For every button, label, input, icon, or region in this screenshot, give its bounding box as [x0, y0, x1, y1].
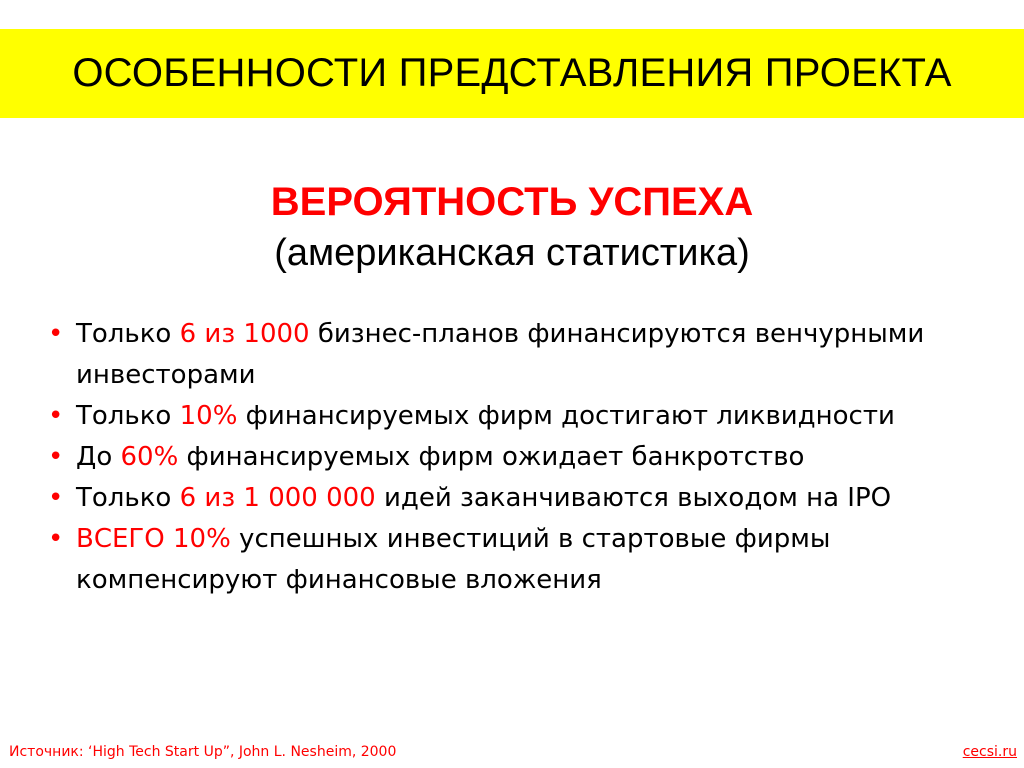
bullet-highlight: 6 из 1000: [179, 319, 310, 349]
bullet-text: [76, 437, 1018, 478]
section-heading: ВЕРОЯТНОСТЬ УСПЕХА: [270, 180, 754, 224]
source-citation: Источник: ‘High Tech Start Up”, John L. Nesheim, 2000: [9, 744, 397, 760]
bullet-item: [48, 437, 1018, 478]
bullet-marker-icon: •: [48, 524, 64, 554]
website-link[interactable]: cecsi.ru: [962, 744, 1017, 760]
bullet-text-before: До: [76, 442, 121, 472]
bullet-text: [76, 314, 1018, 396]
bullet-text-before: Только: [76, 319, 180, 349]
bullet-text-after: финансируемых фирм ожидает банкротство: [178, 442, 805, 472]
bullet-text-after: идей заканчиваются выходом на IPO: [375, 483, 892, 513]
bullet-text-after: финансируемых фирм достигают ликвидности: [237, 401, 895, 431]
bullet-highlight: 60%: [120, 442, 179, 472]
title-bar: [0, 29, 1024, 118]
bullet-item: [48, 478, 1018, 519]
bullet-text-after: бизнес-планов финансируются венчурными инвесторами: [76, 319, 925, 390]
bullet-text-before: Только: [76, 483, 180, 513]
bullet-text: [76, 396, 1018, 437]
bullet-highlight: ВСЕГО 10%: [76, 524, 231, 554]
bullet-item: [48, 314, 1018, 396]
bullet-marker-icon: •: [48, 319, 64, 349]
section-subheading: (американская статистика): [274, 232, 750, 274]
slide-title: ОСОБЕННОСТИ ПРЕДСТАВЛЕНИЯ ПРОЕКТА: [72, 51, 952, 95]
bullet-text: [76, 519, 1018, 601]
bullet-list: [48, 314, 1018, 601]
bullet-text-after: успешных инвестиций в стартовые фирмы компенсируют финансовые вложения: [76, 524, 831, 595]
bullet-item: [48, 519, 1018, 601]
bullet-text-before: Только: [76, 401, 180, 431]
bullet-marker-icon: •: [48, 401, 64, 431]
bullet-text: [76, 478, 1018, 519]
bullet-item: [48, 396, 1018, 437]
bullet-highlight: 10%: [179, 401, 238, 431]
bullet-marker-icon: •: [48, 483, 64, 513]
bullet-marker-icon: •: [48, 442, 64, 472]
bullet-highlight: 6 из 1 000 000: [179, 483, 376, 513]
